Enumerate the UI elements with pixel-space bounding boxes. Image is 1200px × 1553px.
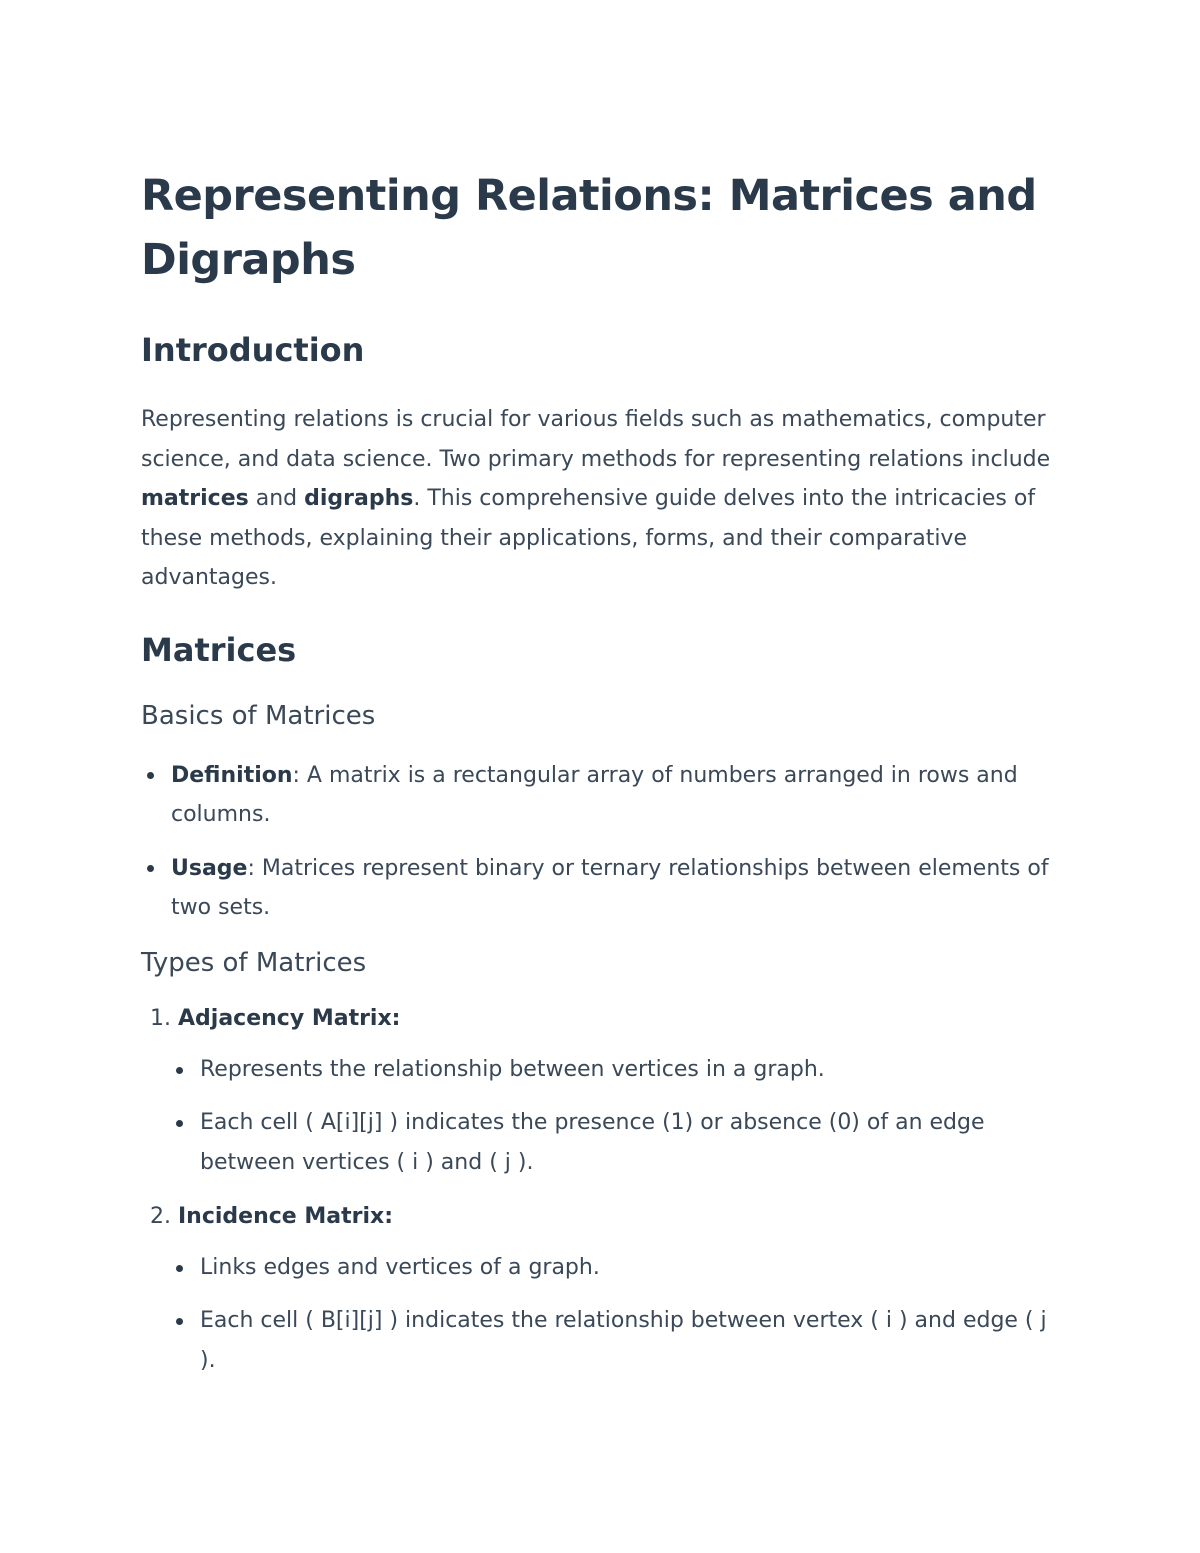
- list-item-text: : Matrices represent binary or ternary relationships between elements of two sets.: [171, 855, 1049, 920]
- basics-heading: Basics of Matrices: [141, 700, 376, 731]
- list-number: 1.: [150, 1005, 171, 1031]
- sub-list-item: Links edges and vertices of a graph.: [200, 1248, 1051, 1288]
- introduction-heading: Introduction: [141, 331, 365, 369]
- list-item-suffix: :: [384, 1203, 394, 1229]
- intro-bold-matrices: matrices: [141, 486, 249, 511]
- introduction-paragraph: [141, 400, 1051, 598]
- sub-list: [141, 1248, 1051, 1381]
- list-item: [141, 1197, 1051, 1381]
- intro-text-part: . This comprehensive guide delves into the intricacies of these methods, explaining their applications, forms, and their comparative advantages.: [141, 486, 1036, 590]
- sub-list: [141, 1050, 1051, 1183]
- list-item-label: Adjacency Matrix: [178, 1005, 392, 1031]
- page-title: Representing Relations: Matrices and Digraphs: [141, 171, 1037, 285]
- types-list: [141, 999, 1051, 1381]
- intro-bold-digraphs: digraphs: [304, 486, 414, 511]
- list-item: [171, 849, 1051, 927]
- list-item-label: Usage: [171, 855, 248, 881]
- document-page: [141, 164, 1051, 1395]
- sub-list-item: Represents the relationship between vertices in a graph.: [200, 1050, 1051, 1090]
- sub-list-item: Each cell ( A[i][j] ) indicates the presence (1) or absence (0) of an edge between vertices ( i ) and ( j ).: [200, 1103, 1051, 1183]
- list-item-text: : A matrix is a rectangular array of numbers arranged in rows and columns.: [171, 762, 1018, 827]
- list-item-suffix: :: [391, 1005, 401, 1031]
- list-item: [171, 756, 1051, 834]
- list-number: 2.: [150, 1203, 171, 1229]
- list-item: [141, 999, 1051, 1183]
- sub-list-item: Each cell ( B[i][j] ) indicates the relationship between vertex ( i ) and edge ( j ).: [200, 1301, 1051, 1381]
- intro-text-part: and: [248, 486, 305, 511]
- list-item-label: Incidence Matrix: [178, 1203, 385, 1229]
- intro-text-part: Representing relations is crucial for various fields such as mathematics, computer science, and data science. Two primary methods for representing relations include: [141, 407, 1051, 472]
- matrices-heading: Matrices: [141, 630, 297, 669]
- list-item-label: Definition: [171, 762, 293, 788]
- types-heading: Types of Matrices: [141, 947, 367, 978]
- basics-list: [141, 756, 1051, 927]
